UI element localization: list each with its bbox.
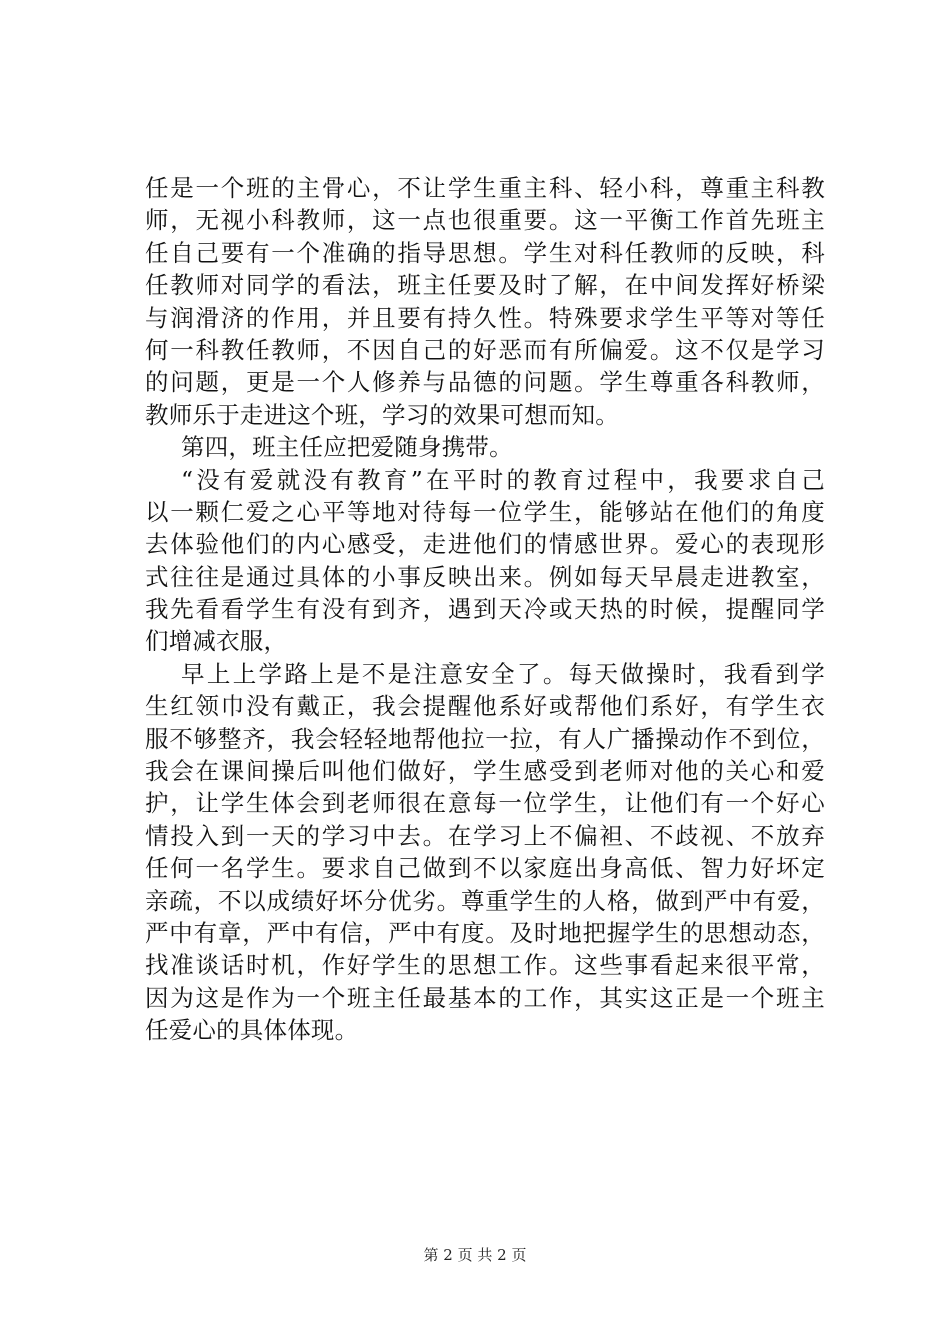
text-line: 任何一名学生。要求自己做到不以家庭出身高低、智力好坏定 (145, 854, 825, 883)
text-line: 的问题，更是一个人修养与品德的问题。学生尊重各科教师， (145, 368, 825, 397)
text-line: 亲疏，不以成绩好坏分优劣。尊重学生的人格，做到严中有爱， (145, 886, 825, 915)
text-line: 任是一个班的主骨心，不让学生重主科、轻小科，尊重主科教 (145, 174, 825, 202)
text-line: 式往往是通过具体的小事反映出来。例如每天早晨走进教室， (145, 562, 825, 591)
text-line: 第四，班主任应把爱随身携带。 (181, 433, 513, 462)
text-line: 与润滑济的作用，并且要有持久性。特殊要求学生平等对等任 (145, 303, 825, 332)
text-line: 生红领巾没有戴正，我会提醒他系好或帮他们系好，有学生衣 (145, 692, 825, 721)
text-line: 任自己要有一个准确的指导思想。学生对科任教师的反映，科 (145, 238, 825, 267)
text-line: 护，让学生体会到老师很在意每一位学生，让他们有一个好心 (145, 789, 825, 818)
text-line: 我先看看学生有没有到齐，遇到天冷或天热的时候，提醒同学 (145, 595, 825, 624)
text-line: 们增减衣服， (145, 627, 288, 656)
text-line: 因为这是作为一个班主任最基本的工作，其实这正是一个班主 (145, 983, 825, 1012)
text-line: 情投入到一天的学习中去。在学习上不偏袒、不歧视、不放弃 (145, 821, 825, 850)
text-line: 以一颗仁爱之心平等地对待每一位学生，能够站在他们的角度 (145, 497, 825, 526)
text-line: 严中有章，严中有信，严中有度。及时地把握学生的思想动态， (145, 918, 825, 947)
text-line: 任教师对同学的看法，班主任要及时了解，在中间发挥好桥梁 (145, 271, 825, 300)
text-line: 早上上学路上是不是注意安全了。每天做操时，我看到学 (181, 659, 825, 688)
text-line: 找准谈话时机，作好学生的思想工作。这些事看起来很平常， (145, 951, 825, 980)
text-line: 教师乐于走进这个班，学习的效果可想而知。 (145, 400, 619, 429)
text-line: 任爱心的具体体现。 (145, 1016, 359, 1045)
text-line: 何一科教任教师，不因自己的好恶而有所偏爱。这不仅是学习 (145, 335, 825, 364)
text-line: 服不够整齐，我会轻轻地帮他拉一拉，有人广播操动作不到位， (145, 724, 825, 753)
text-line: 我会在课间操后叫他们做好，学生感受到老师对他的关心和爱 (145, 757, 825, 786)
page-footer: 第 2 页 共 2 页 (423, 1246, 527, 1264)
document-body (145, 172, 825, 1047)
text-line: “没有爱就没有教育”在平时的教育过程中，我要求自己 (181, 465, 825, 494)
text-line: 师，无视小科教师，这一点也很重要。这一平衡工作首先班主 (145, 206, 825, 235)
text-line: 去体验他们的内心感受，走进他们的情感世界。爱心的表现形 (145, 530, 825, 559)
